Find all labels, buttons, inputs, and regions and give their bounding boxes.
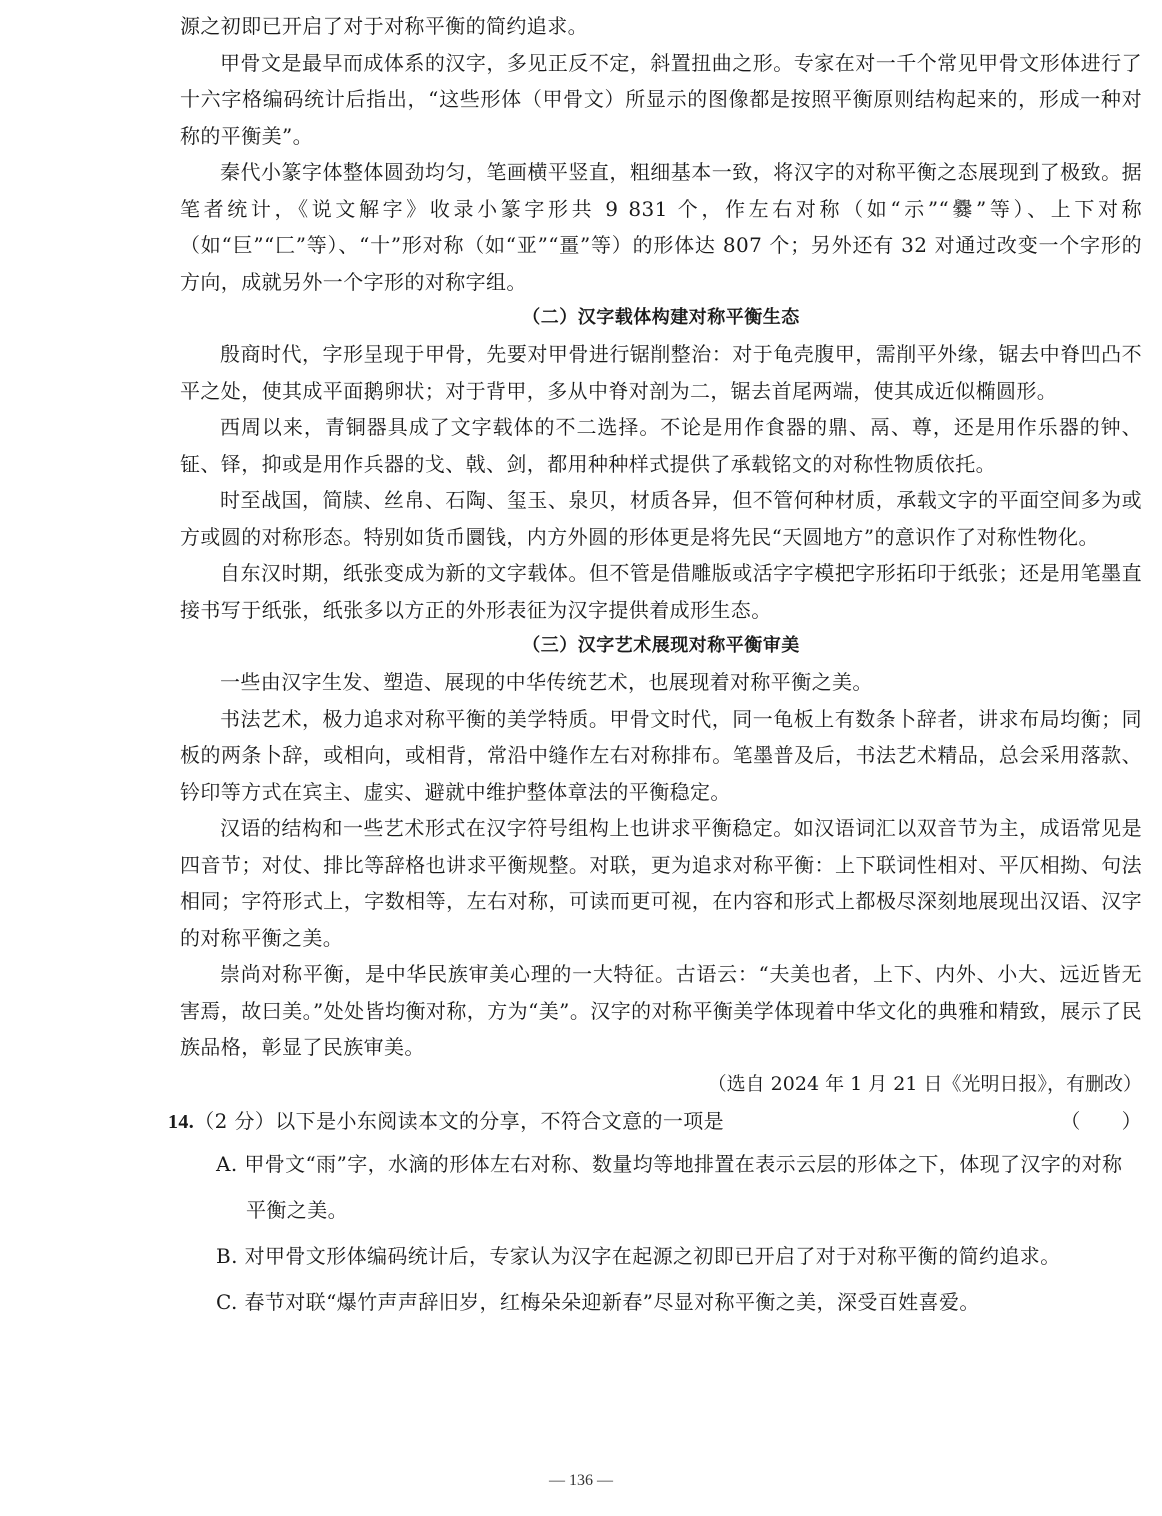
- paragraph: 甲骨文是最早而成体系的汉字，多见正反不定，斜置扭曲之形。专家在对一千个常见甲骨文形体进行了十六字格编码统计后指出，“这些形体（甲骨文）所显示的图像都是按照平衡原则结构起来的，形成一种对称的平衡美”。: [180, 50, 1142, 148]
- paragraph: 殷商时代，字形呈现于甲骨，先要对甲骨进行锯削整治：对于龟壳腹甲，需削平外缘，锯去中脊凹凸不平之处，使其成平面鹅卵状；对于背甲，多从中脊对剖为二，锯去首尾两端，使其成近似椭圆形。: [180, 342, 1142, 403]
- article-page: [168, 8, 1142, 1325]
- paragraph: 一些由汉字生发、塑造、展现的中华传统艺术，也展现着对称平衡之美。: [220, 670, 873, 694]
- paragraph: 源之初即已开启了对于对称平衡的简约追求。: [180, 14, 588, 38]
- question-text: （2 分）以下是小东阅读本文的分享，不符合文意的一项是: [194, 1108, 725, 1133]
- question-stem: [168, 1102, 1142, 1141]
- question-number: 14.: [168, 1110, 195, 1133]
- paragraph: 时至战国，简牍、丝帛、石陶、玺玉、泉贝，材质各异，但不管何种材质，承载文字的平面空间多为或方或圆的对称形态。特别如货币圜钱，内方外圆的形体更是将先民“天圆地方”的意识作了对称性物化。: [180, 488, 1142, 549]
- source-citation: （选自 2024 年 1 月 21 日《光明日报》，有删改）: [707, 1072, 1142, 1095]
- page-number: — 136 —: [549, 1472, 613, 1489]
- option-b[interactable]: B. 对甲骨文形体编码统计后，专家认为汉字在起源之初即已开启了对于对称平衡的简约追求。: [216, 1243, 1061, 1268]
- paragraph: 西周以来，青铜器具成了文字载体的不二选择。不论是用作食器的鼎、鬲、尊，还是用作乐器的钟、钲、铎，抑或是用作兵器的戈、戟、剑，都用种种样式提供了承载铭文的对称性物质依托。: [180, 415, 1142, 476]
- paragraph: 自东汉时期，纸张变成为新的文字载体。但不管是借雕版或活字字模把字形拓印于纸张；还是用笔墨直接书写于纸张，纸张多以方正的外形表征为汉字提供着成形生态。: [180, 561, 1142, 622]
- paragraph: 汉语的结构和一些艺术形式在汉字符号组构上也讲求平衡稳定。如汉语词汇以双音节为主，成语常见是四音节；对仗、排比等辞格也讲求平衡规整。对联，更为追求对称平衡：上下联词性相对、平仄相拗、句法相同；字符形式上，字数相等，左右对称，可读而更可视，在内容和形式上都极尽深刻地展现出汉语、汉字的对称平衡之美。: [180, 816, 1142, 950]
- option-c[interactable]: C. 春节对联“爆竹声声辞旧岁，红梅朵朵迎新春”尽显对称平衡之美，深受百姓喜爱。: [216, 1289, 980, 1314]
- section-heading: （二）汉字载体构建对称平衡生态: [522, 307, 800, 328]
- section-heading: （三）汉字艺术展现对称平衡审美: [522, 635, 800, 656]
- answer-bracket[interactable]: （ ）: [1060, 1108, 1142, 1133]
- option-a[interactable]: A. 甲骨文“雨”字，水滴的形体左右对称、数量均等地排置在表示云层的形体之下，体现了汉字的对称平衡之美。: [216, 1151, 1123, 1222]
- paragraph: 崇尚对称平衡，是中华民族审美心理的一大特征。古语云：“夫美也者，上下、内外、小大、远近皆无害焉，故曰美。”处处皆均衡对称，方为“美”。汉字的对称平衡美学体现着中华文化的典雅和精致，展示了民族品格，彰显了民族审美。: [180, 962, 1142, 1059]
- paragraph: 秦代小篆字体整体圆劲均匀，笔画横平竖直，粗细基本一致，将汉字的对称平衡之态展现到了极致。据笔者统计，《说文解字》收录小篆字形共 9 831 个，作左右对称（如“示”“爨”等）、上下对称（如“巨”“匚”等）、“十”形对称（如“亚”“畺”等）的形体达 807 个；另外还有 32 对通过改变一个字形的方向，成就另外一个字形的对称字组。: [180, 160, 1142, 294]
- paragraph: 书法艺术，极力追求对称平衡的美学特质。甲骨文时代，同一龟板上有数条卜辞者，讲求布局均衡；同板的两条卜辞，或相向，或相背，常沿中缝作左右对称排布。笔墨普及后，书法艺术精品，总会采用落款、钤印等方式在宾主、虚实、避就中维护整体章法的平衡稳定。: [180, 706, 1142, 804]
